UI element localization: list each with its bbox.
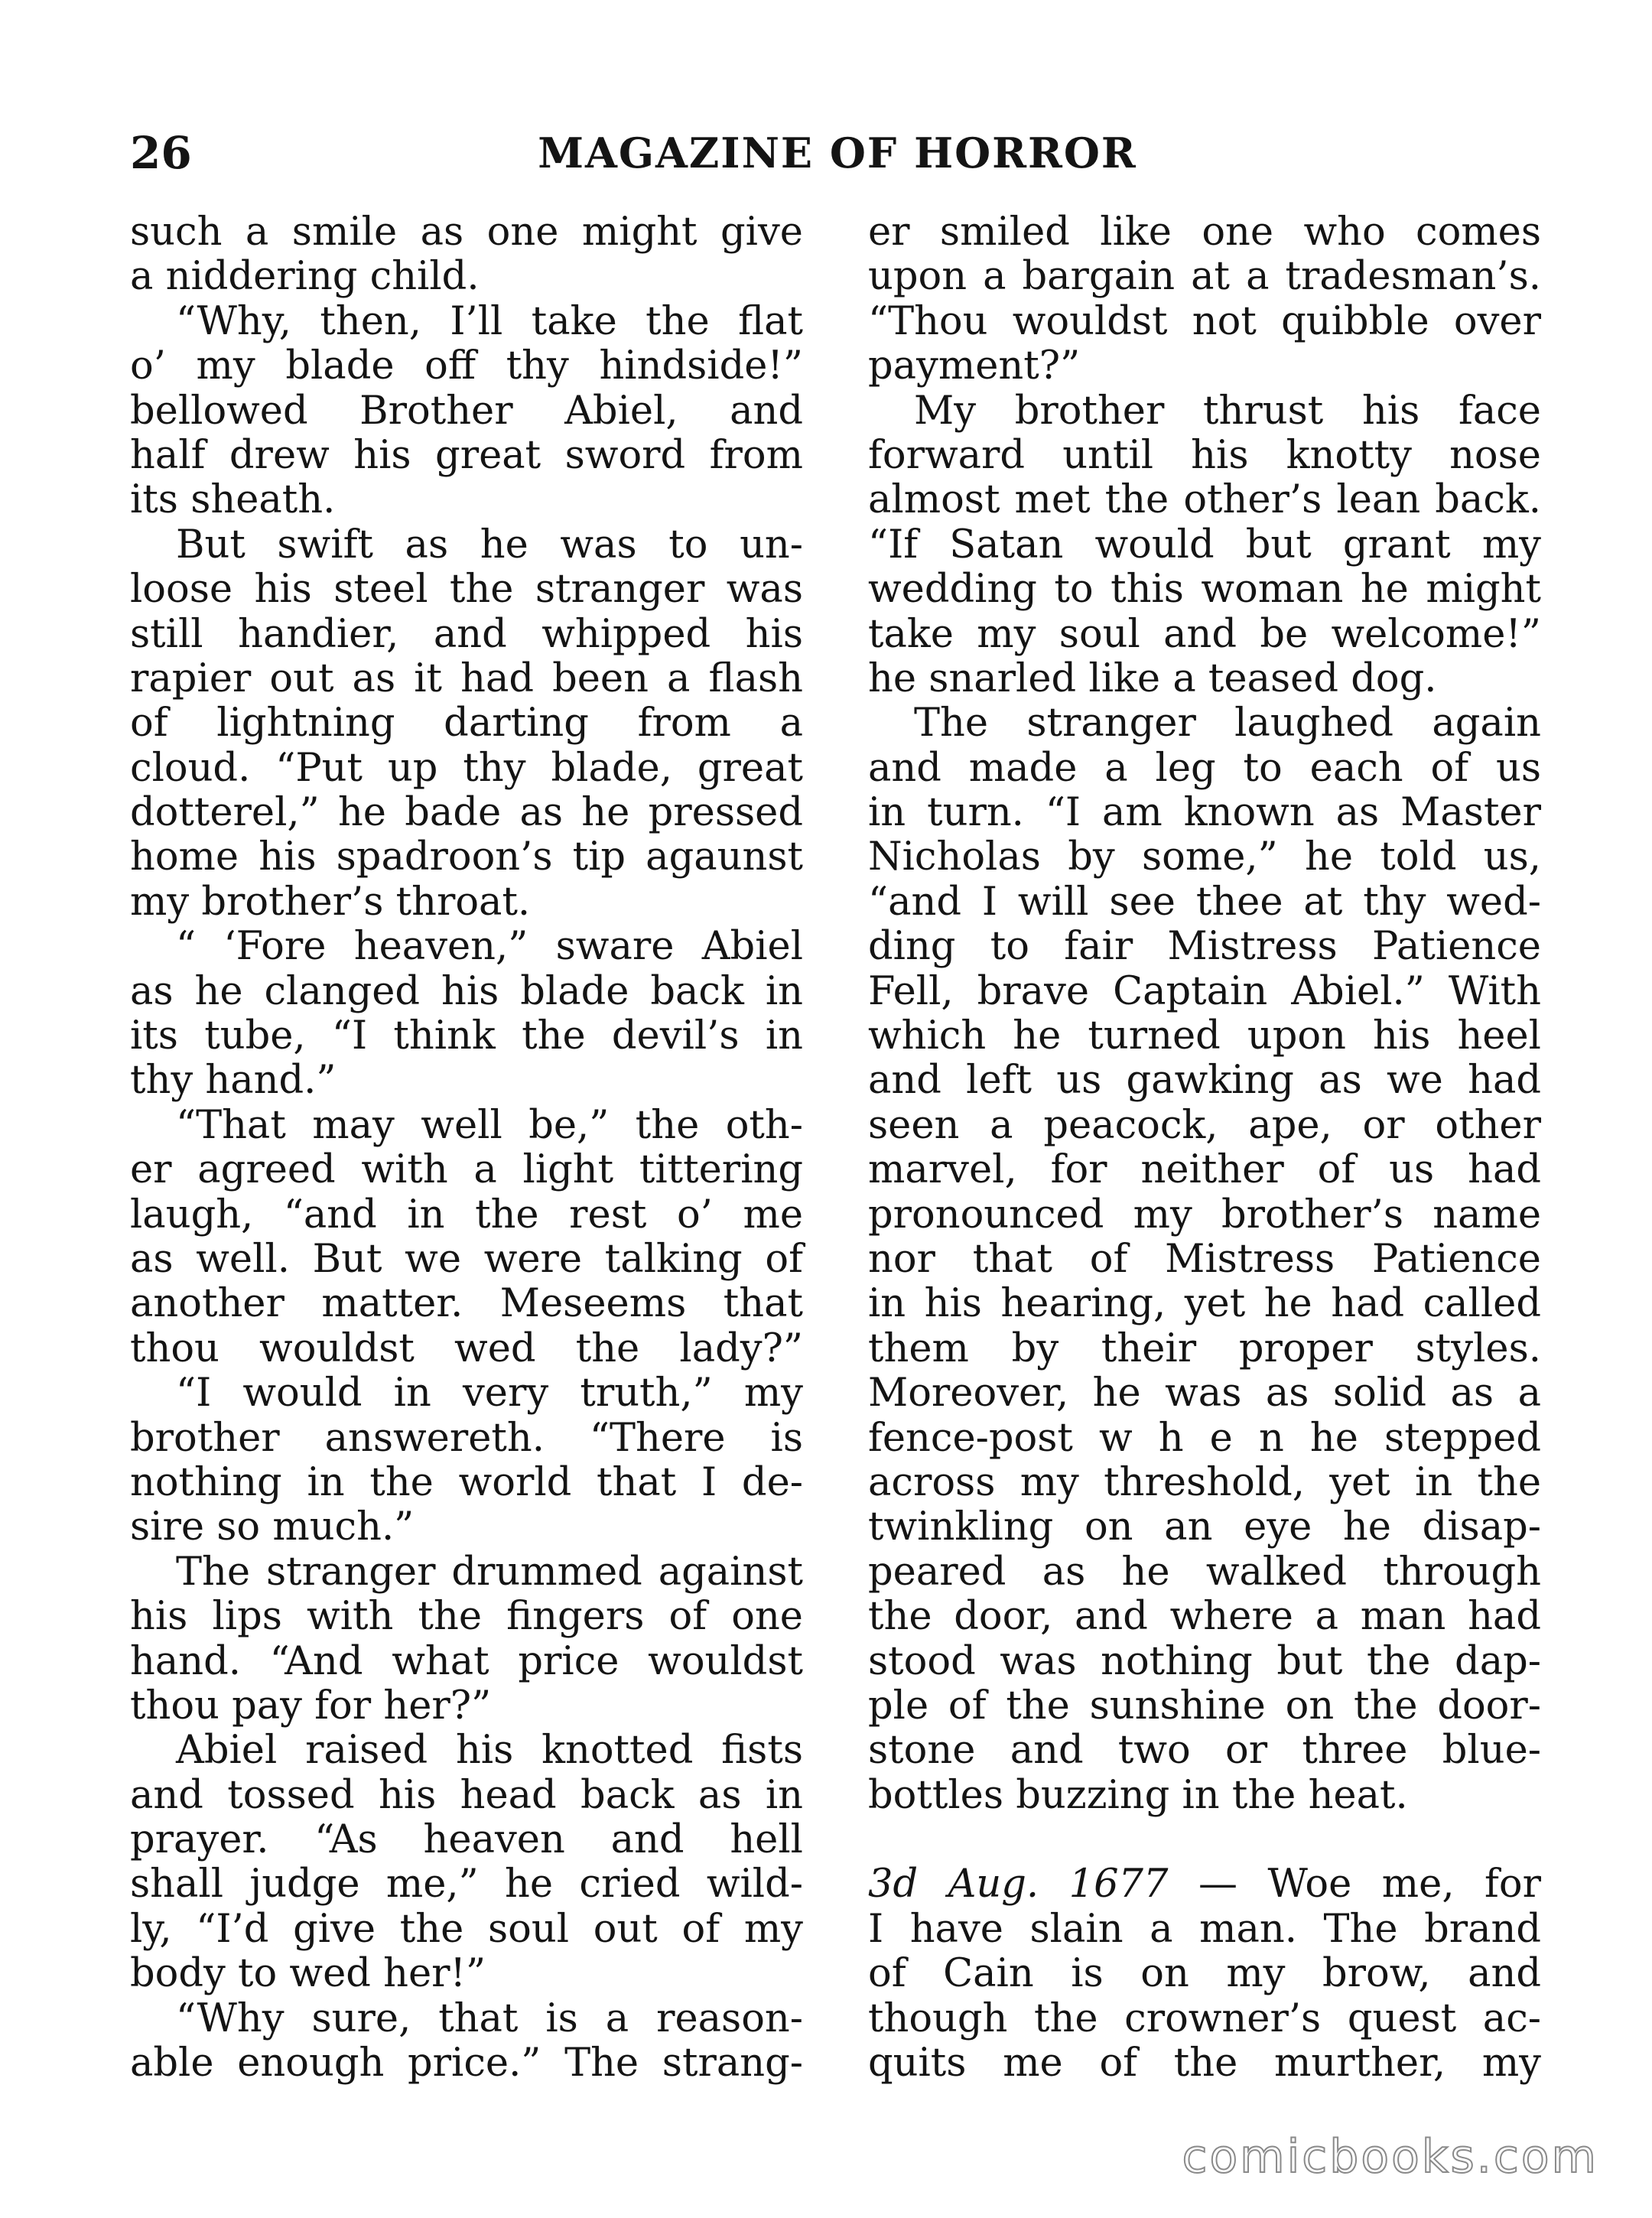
- text-line: quits me of the murther, my: [868, 2041, 1541, 2086]
- text-line: Moreover, he was as solid as a: [868, 1371, 1541, 1416]
- text-line: in his hearing, yet he had called: [868, 1281, 1541, 1327]
- text-line: still handier, and whipped his: [130, 611, 803, 657]
- page-header: [130, 122, 1545, 191]
- text-line: brother answereth. “There is: [130, 1415, 803, 1461]
- text-line: as well. But we were talking of: [130, 1236, 803, 1282]
- text-line: nothing in the world that I de-: [130, 1459, 803, 1505]
- text-line: and tossed his head back as in: [130, 1772, 803, 1818]
- text-line: “If Satan would but grant my: [868, 522, 1541, 568]
- left-text-column: [130, 210, 803, 2086]
- text-line: marvel, for neither of us had: [868, 1147, 1541, 1193]
- text-line: ple of the sunshine on the door-: [868, 1683, 1541, 1729]
- text-line: The stranger drummed against: [176, 1549, 803, 1595]
- text-line: which he turned upon his heel: [868, 1013, 1541, 1059]
- text-line: “That may well be,” the oth-: [176, 1102, 803, 1148]
- text-line: [868, 1862, 1541, 1907]
- text-line: take my soul and be welcome!”: [868, 611, 1541, 657]
- text-line: forward until his knotty nose: [868, 432, 1541, 478]
- text-line: The stranger laughed again: [914, 701, 1541, 746]
- text-line: my brother’s throat.: [130, 879, 531, 925]
- text-line: across my threshold, yet in the: [868, 1459, 1541, 1505]
- text-line: nor that of Mistress Patience: [868, 1236, 1541, 1282]
- text-line: “and I will see thee at thy wed-: [868, 879, 1541, 925]
- text-line: bottles buzzing in the heat.: [868, 1772, 1408, 1818]
- text-line: the door, and where a man had: [868, 1594, 1541, 1640]
- text-line: thou pay for her?”: [130, 1683, 492, 1729]
- text-line: “Why sure, that is a reason-: [176, 1995, 803, 2041]
- text-line: Abiel raised his knotted fists: [176, 1728, 803, 1774]
- text-line: them by their proper styles.: [868, 1325, 1541, 1371]
- text-line: pronounced my brother’s name: [868, 1192, 1541, 1237]
- watermark-logo: comicbooks.com: [1182, 2130, 1598, 2184]
- text-line: loose his steel the stranger was: [130, 567, 803, 613]
- text-line: “ ‘Fore heaven,” sware Abiel: [176, 924, 803, 970]
- text-line: wedding to this woman he might: [868, 567, 1541, 613]
- text-line: thou wouldst wed the lady?”: [130, 1325, 803, 1371]
- text-line: stood was nothing but the dap-: [868, 1638, 1541, 1684]
- text-line: almost met the other’s lean back.: [868, 477, 1541, 523]
- text-line: his lips with the fingers of one: [130, 1594, 803, 1640]
- text-line: er agreed with a light tittering: [130, 1147, 803, 1193]
- text-line: half drew his great sword from: [130, 432, 803, 478]
- text-line: its sheath.: [130, 477, 336, 523]
- text-line: of lightning darting from a: [130, 701, 803, 746]
- text-line: such a smile as one might give: [130, 210, 803, 255]
- text-line: fence-post w h e n he stepped: [868, 1415, 1541, 1461]
- text-line: another matter. Meseems that: [130, 1281, 803, 1327]
- text-line: payment?”: [868, 343, 1081, 389]
- text-line: bellowed Brother Abiel, and: [130, 388, 803, 434]
- text-line: rapier out as it had been a flash: [130, 655, 803, 701]
- text-line: though the crowner’s quest ac-: [868, 1995, 1541, 2041]
- text-line: seen a peacock, ape, or other: [868, 1102, 1541, 1148]
- text-line: as he clanged his blade back in: [130, 968, 803, 1014]
- text-line: Fell, brave Captain Abiel.” With: [868, 968, 1541, 1014]
- text-line: Nicholas by some,” he told us,: [868, 834, 1541, 880]
- text-line: dotterel,” he bade as he pressed: [130, 790, 803, 836]
- text-line: a niddering child.: [130, 254, 480, 300]
- text-line: hand. “And what price wouldst: [130, 1638, 803, 1684]
- running-title: MAGAZINE OF HORROR: [538, 128, 1137, 177]
- text-line: ding to fair Mistress Patience: [868, 924, 1541, 970]
- text-line: sire so much.”: [130, 1504, 415, 1550]
- text-line: and made a leg to each of us: [868, 745, 1541, 791]
- text-line-body: — Woe me, for: [1168, 1862, 1542, 1907]
- text-line: able enough price.” The strang-: [130, 2041, 803, 2086]
- text-line: home his spadroon’s tip agaunst: [130, 834, 803, 880]
- text-line: But swift as he was to un-: [176, 522, 803, 568]
- text-line: prayer. “As heaven and hell: [130, 1817, 803, 1863]
- diary-entry-date: 3d Aug. 1677: [868, 1862, 1169, 1907]
- text-line: and left us gawking as we had: [868, 1058, 1541, 1104]
- text-line: of Cain is on my brow, and: [868, 1951, 1541, 1997]
- text-line: o’ my blade off thy hindside!”: [130, 343, 803, 389]
- text-line: “Thou wouldst not quibble over: [868, 298, 1541, 344]
- text-line: cloud. “Put up thy blade, great: [130, 745, 803, 791]
- text-line: in turn. “I am known as Master: [868, 790, 1541, 836]
- text-line: he snarled like a teased dog.: [868, 655, 1437, 701]
- text-line: “Why, then, I’ll take the flat: [176, 298, 803, 344]
- text-line: upon a bargain at a tradesman’s.: [868, 254, 1541, 300]
- text-line: laugh, “and in the rest o’ me: [130, 1192, 803, 1237]
- text-line: ly, “I’d give the soul out of my: [130, 1906, 803, 1952]
- text-line: “I would in very truth,” my: [176, 1371, 803, 1416]
- text-line: stone and two or three blue-: [868, 1728, 1541, 1774]
- text-line: shall judge me,” he cried wild-: [130, 1862, 803, 1907]
- text-line: My brother thrust his face: [914, 388, 1541, 434]
- right-text-column: [868, 210, 1541, 2086]
- text-line: peared as he walked through: [868, 1549, 1541, 1595]
- page-number: 26: [130, 127, 192, 179]
- text-line: body to wed her!”: [130, 1951, 486, 1997]
- text-line: er smiled like one who comes: [868, 210, 1541, 255]
- text-line: thy hand.”: [130, 1058, 337, 1104]
- text-line: twinkling on an eye he disap-: [868, 1504, 1541, 1550]
- text-line: its tube, “I think the devil’s in: [130, 1013, 803, 1059]
- text-line: I have slain a man. The brand: [868, 1906, 1541, 1952]
- paragraph-gap: [868, 1818, 1541, 1862]
